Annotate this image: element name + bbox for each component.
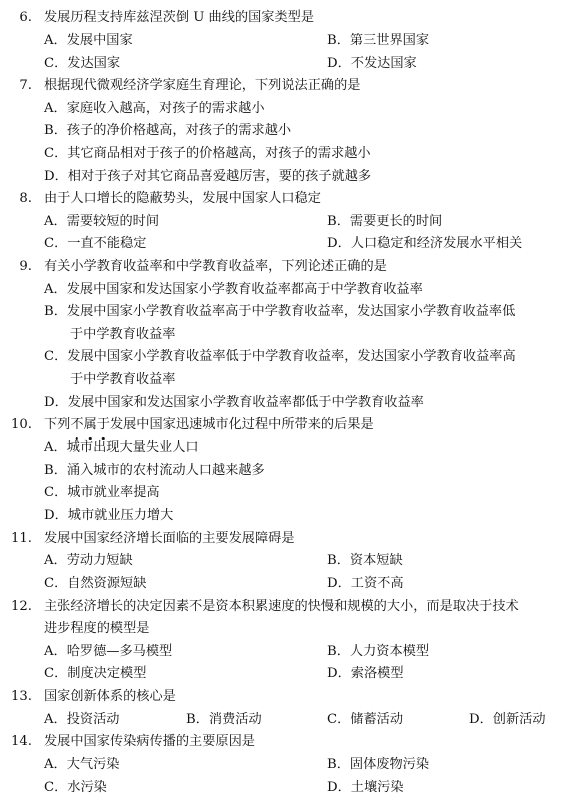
option-b: B．孩子的净价格越高，对孩子的需求越小: [44, 123, 292, 138]
option-row: [0, 663, 572, 686]
option-a: A．哈罗德—多马模型: [44, 644, 173, 659]
option-d: D．索洛模型: [327, 666, 404, 681]
question-number: 8.: [19, 191, 32, 206]
option-row: [0, 233, 572, 256]
option-c-continuation: 于中学教育收益率: [70, 372, 176, 387]
option-d: D．城市就业压力增大: [44, 508, 174, 523]
option-d: D．工资不高: [327, 576, 404, 591]
option-c: C．自然资源短缺: [44, 576, 147, 591]
option-row: [0, 211, 572, 234]
question-stem: 由于人口增长的隐蔽势头，发展中国家人口稳定: [44, 191, 321, 206]
option-a: A．大气污染: [44, 757, 120, 772]
question-number: 13.: [11, 689, 32, 704]
option-a: A．需要较短的时间: [44, 214, 160, 229]
question-stem: 下列不属于发展中国家迅速城市化过程中所带来的后果是: [44, 414, 374, 437]
question-number: 11.: [11, 531, 32, 546]
question-stem: 根据现代微观经济学家庭生育理论，下列说法正确的是: [44, 78, 361, 93]
option-row: [0, 98, 572, 121]
option-row: [0, 120, 572, 143]
option-c: C．水污染: [44, 780, 107, 795]
option-row: [0, 301, 572, 324]
option-c: C．制度决定模型: [44, 666, 147, 681]
option-row: [0, 143, 572, 166]
question-10: [0, 414, 572, 437]
option-continuation: [0, 369, 572, 392]
option-c: C．发展中国家小学教育收益率低于中学教育收益率，发达国家小学教育收益率高: [44, 349, 516, 364]
question-stem: 发展历程支持库兹涅茨倒 U 曲线的国家类型是: [44, 10, 315, 25]
question-11: [0, 528, 572, 551]
option-row: [0, 573, 572, 596]
option-row: [0, 550, 572, 573]
question-6: [0, 7, 572, 30]
option-b: B．资本短缺: [327, 553, 403, 568]
option-row: [0, 777, 572, 800]
question-7: [0, 75, 572, 98]
option-b: B．需要更长的时间: [327, 214, 443, 229]
question-continuation: [0, 618, 572, 641]
option-row: [0, 279, 572, 302]
option-row: [0, 505, 572, 528]
question-stem-continuation: 进步程度的模型是: [44, 621, 150, 636]
question-number: 7.: [19, 78, 32, 93]
option-row: [0, 30, 572, 53]
option-a: A．投资活动: [44, 712, 120, 727]
question-number: 12.: [11, 599, 32, 614]
question-12: [0, 596, 572, 619]
question-number: 9.: [19, 259, 32, 274]
option-b: B．发展中国家小学教育收益率高于中学教育收益率，发达国家小学教育收益率低: [44, 304, 516, 319]
option-row: [0, 346, 572, 369]
question-stem: 发展中国家传染病传播的主要原因是: [44, 734, 255, 749]
option-row: [0, 166, 572, 189]
option-d: D．不发达国家: [327, 56, 417, 71]
option-b: B．固体废物污染: [327, 757, 430, 772]
option-b: B．涌入城市的农村流动人口越来越多: [44, 463, 265, 478]
option-c: C．发达国家: [44, 56, 121, 71]
option-row: [0, 482, 572, 505]
option-a: A．发展中国家: [44, 33, 133, 48]
option-c: C．储蓄活动: [327, 712, 404, 727]
question-9: [0, 256, 572, 279]
question-stem: 有关小学教育收益率和中学教育收益率，下列论述正确的是: [44, 259, 387, 274]
option-row: [0, 392, 572, 415]
option-c: C．一直不能稳定: [44, 236, 147, 251]
question-13: [0, 686, 572, 709]
option-a: A．劳动力短缺: [44, 553, 133, 568]
question-stem: 主张经济增长的决定因素不是资本积累速度的快慢和规模的大小，而是取决于技术: [44, 599, 519, 614]
emphasis-char: 属: [84, 414, 97, 437]
option-c: C．其它商品相对于孩子的价格越高，对孩子的需求越小: [44, 146, 371, 161]
question-stem: 国家创新体系的核心是: [44, 689, 176, 704]
option-row: [0, 709, 572, 732]
question-number: 14.: [11, 734, 32, 749]
emphasis-char: 不: [70, 414, 83, 437]
option-d: D．相对于孩子对其它商品喜爱越厉害，要的孩子就越多: [44, 169, 372, 184]
question-stem: 发展中国家经济增长面临的主要发展障碍是: [44, 531, 295, 546]
option-d: D．发展中国家和发达国家小学教育收益率都低于中学教育收益率: [44, 395, 424, 410]
option-b: B．第三世界国家: [327, 33, 430, 48]
option-continuation: [0, 324, 572, 347]
question-8: [0, 188, 572, 211]
option-a: A．城市出现大量失业人口: [44, 440, 199, 455]
question-14: [0, 731, 572, 754]
option-row: [0, 641, 572, 664]
option-row: [0, 437, 572, 460]
option-a: A．家庭收入越高，对孩子的需求越小: [44, 101, 265, 116]
option-row: [0, 754, 572, 777]
option-d: D．人口稳定和经济发展水平相关: [327, 236, 523, 251]
option-a: A．发展中国家和发达国家小学教育收益率都高于中学教育收益率: [44, 282, 423, 297]
option-c: C．城市就业率提高: [44, 485, 160, 500]
option-b-continuation: 于中学教育收益率: [70, 327, 176, 342]
option-d: D．创新活动: [469, 712, 546, 727]
option-b: B．消费活动: [186, 712, 262, 727]
emphasis-char: 于: [97, 414, 110, 437]
question-number: 6.: [19, 10, 32, 25]
option-row: [0, 53, 572, 76]
option-row: [0, 460, 572, 483]
option-d: D．土壤污染: [327, 780, 404, 795]
option-b: B．人力资本模型: [327, 644, 430, 659]
question-number: 10.: [11, 417, 32, 432]
